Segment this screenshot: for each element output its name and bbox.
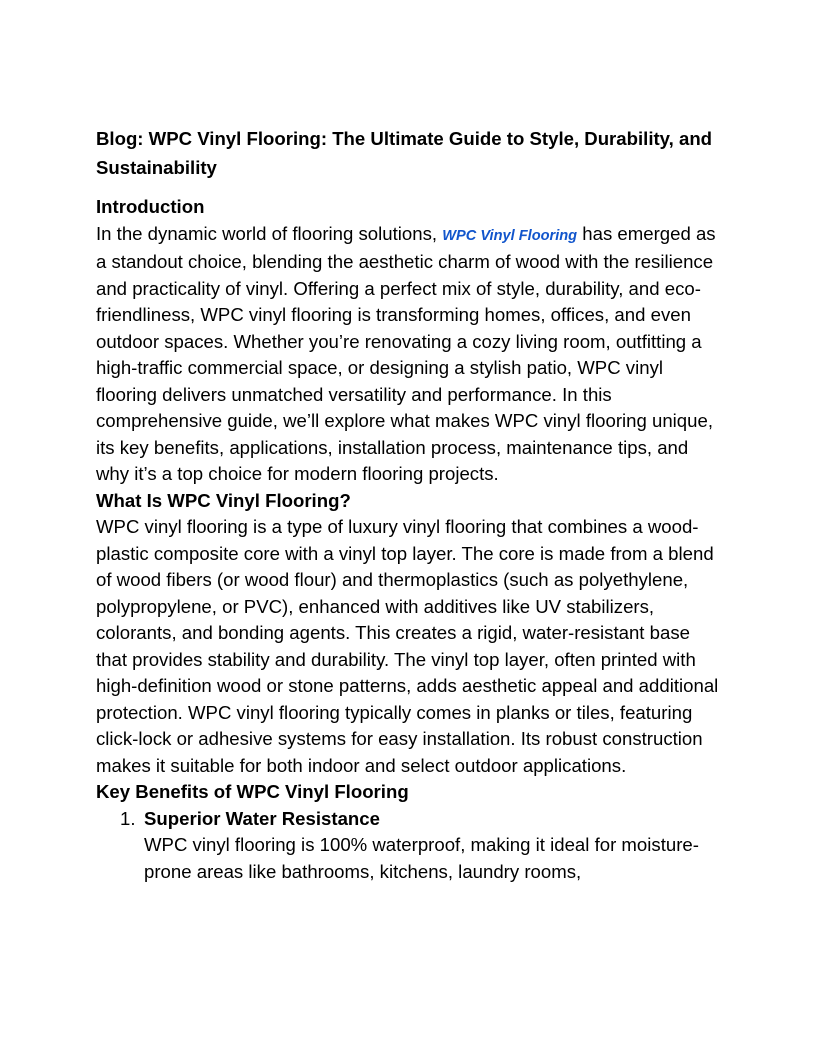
intro-text-rest: has emerged as a standout choice, blending the aesthetic charm of wood with the resilience and practicality of vinyl. Offering a perfect mix of style, durability, and eco-friendliness, WPC vinyl flooring is transforming homes, offices, and even outdoor spaces. Whether you’re renovating a cozy living room, outfitting a high-traffic commercial space, or designing a stylish patio, WPC vinyl flooring delivers unmatched versatility and performance. In this comprehensive guide, we’ll explore what makes WPC vinyl flooring unique, its key benefits, applications, installation process, maintenance tips, and why it’s a top choice for modern flooring projects. [96,222,716,484]
benefits-list [96,806,724,886]
intro-text-start: In the dynamic world of flooring solutions, [96,222,443,244]
what-is-paragraph: WPC vinyl flooring is a type of luxury vinyl flooring that combines a wood-plastic composite core with a vinyl top layer. The core is made from a blend of wood fibers (or wood flour) and thermoplastics (such as polyethylene, polypropylene, or PVC), enhanced with additives like UV stabilizers, colorants, and bonding agents. This creates a rigid, water-resistant base that provides stability and durability. The vinyl top layer, often printed with high-definition wood or stone patterns, adds aesthetic appeal and additional protection. WPC vinyl flooring typically comes in planks or tiles, featuring click-lock or adhesive systems for easy installation. Its robust construction makes it suitable for both indoor and select outdoor applications. [96,516,719,776]
intro-heading: Introduction [96,196,205,217]
document-title: Blog: WPC Vinyl Flooring: The Ultimate Guide to Style, Durability, and Sustainability [96,128,713,178]
list-item [96,806,724,886]
wpc-vinyl-flooring-link[interactable]: WPC Vinyl Flooring [442,227,578,244]
intro-paragraph [96,221,724,488]
benefits-heading: Key Benefits of WPC Vinyl Flooring [96,781,409,802]
what-is-heading: What Is WPC Vinyl Flooring? [96,489,351,511]
document-page [96,124,724,885]
list-item-title: Superior Water Resistance [144,807,380,829]
list-item-text: WPC vinyl flooring is 100% waterproof, making it ideal for moisture-prone areas like bathrooms, kitchens, laundry rooms, [144,834,699,882]
list-item-number: 1. [120,807,136,829]
